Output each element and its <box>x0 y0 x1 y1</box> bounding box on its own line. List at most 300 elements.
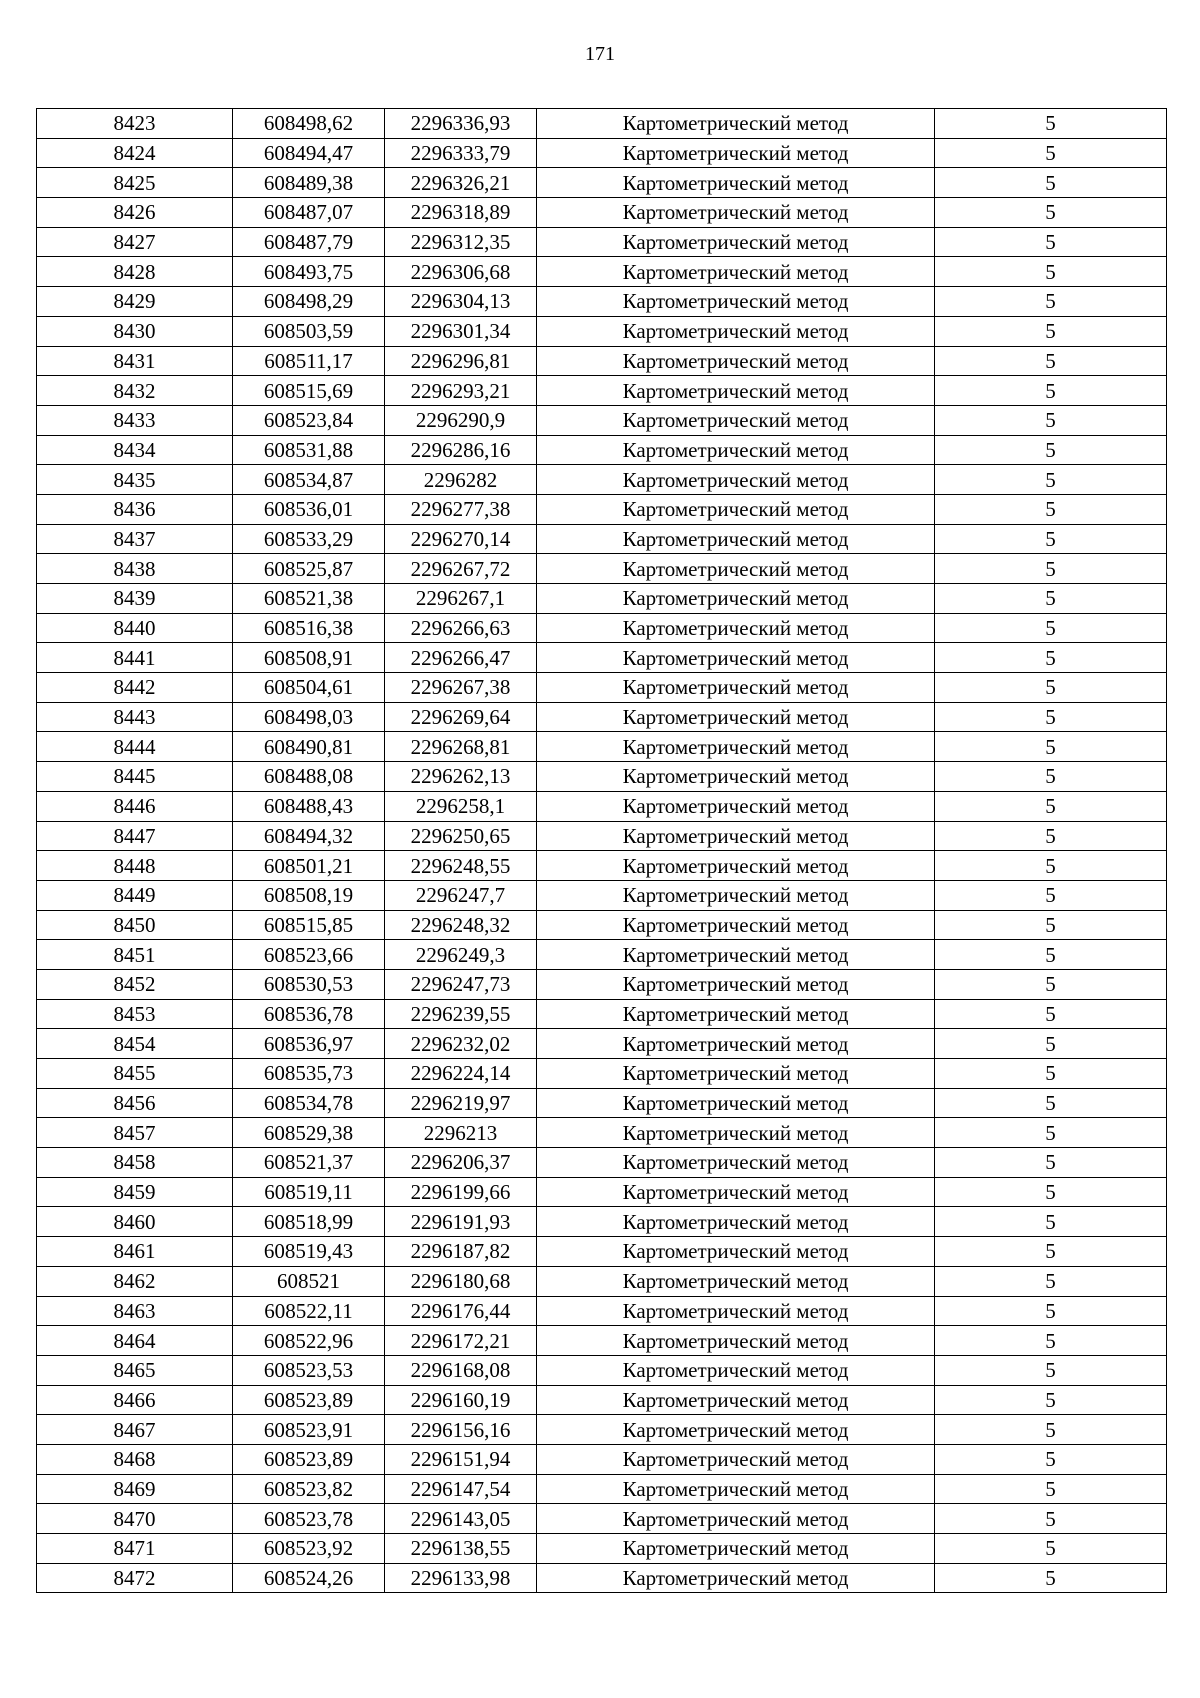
accuracy-cell: 5 <box>935 1029 1167 1059</box>
point-number-cell: 8433 <box>37 405 233 435</box>
x-coordinate-cell: 608498,62 <box>233 109 385 139</box>
accuracy-cell: 5 <box>935 1207 1167 1237</box>
x-coordinate-cell: 608536,01 <box>233 494 385 524</box>
method-cell: Картометрический метод <box>537 821 935 851</box>
table-row <box>37 732 1167 762</box>
x-coordinate-cell: 608498,29 <box>233 287 385 317</box>
y-coordinate-cell: 2296267,72 <box>385 554 537 584</box>
method-cell: Картометрический метод <box>537 376 935 406</box>
method-cell: Картометрический метод <box>537 940 935 970</box>
method-cell: Картометрический метод <box>537 732 935 762</box>
table-row <box>37 1415 1167 1445</box>
x-coordinate-cell: 608524,26 <box>233 1563 385 1593</box>
y-coordinate-cell: 2296143,05 <box>385 1504 537 1534</box>
y-coordinate-cell: 2296293,21 <box>385 376 537 406</box>
point-number-cell: 8436 <box>37 494 233 524</box>
accuracy-cell: 5 <box>935 524 1167 554</box>
method-cell: Картометрический метод <box>537 1326 935 1356</box>
point-number-cell: 8470 <box>37 1504 233 1534</box>
y-coordinate-cell: 2296250,65 <box>385 821 537 851</box>
x-coordinate-cell: 608518,99 <box>233 1207 385 1237</box>
table-body <box>37 109 1167 1593</box>
x-coordinate-cell: 608522,11 <box>233 1296 385 1326</box>
method-cell: Картометрический метод <box>537 613 935 643</box>
method-cell: Картометрический метод <box>537 287 935 317</box>
table-row <box>37 1444 1167 1474</box>
method-cell: Картометрический метод <box>537 109 935 139</box>
point-number-cell: 8431 <box>37 346 233 376</box>
method-cell: Картометрический метод <box>537 198 935 228</box>
accuracy-cell: 5 <box>935 851 1167 881</box>
y-coordinate-cell: 2296304,13 <box>385 287 537 317</box>
x-coordinate-cell: 608519,43 <box>233 1237 385 1267</box>
x-coordinate-cell: 608535,73 <box>233 1059 385 1089</box>
y-coordinate-cell: 2296270,14 <box>385 524 537 554</box>
method-cell: Картометрический метод <box>537 1355 935 1385</box>
point-number-cell: 8444 <box>37 732 233 762</box>
method-cell: Картометрический метод <box>537 494 935 524</box>
y-coordinate-cell: 2296333,79 <box>385 138 537 168</box>
table-row <box>37 762 1167 792</box>
y-coordinate-cell: 2296306,68 <box>385 257 537 287</box>
table-row <box>37 287 1167 317</box>
y-coordinate-cell: 2296286,16 <box>385 435 537 465</box>
table-row <box>37 643 1167 673</box>
table-row <box>37 1266 1167 1296</box>
y-coordinate-cell: 2296266,63 <box>385 613 537 643</box>
method-cell: Картометрический метод <box>537 465 935 495</box>
y-coordinate-cell: 2296301,34 <box>385 316 537 346</box>
point-number-cell: 8426 <box>37 198 233 228</box>
accuracy-cell: 5 <box>935 465 1167 495</box>
table-row <box>37 1059 1167 1089</box>
method-cell: Картометрический метод <box>537 138 935 168</box>
method-cell: Картометрический метод <box>537 1385 935 1415</box>
coordinates-table <box>36 108 1167 1593</box>
table-row <box>37 1029 1167 1059</box>
x-coordinate-cell: 608516,38 <box>233 613 385 643</box>
table-row <box>37 1326 1167 1356</box>
table-row <box>37 1296 1167 1326</box>
table-row <box>37 1118 1167 1148</box>
point-number-cell: 8448 <box>37 851 233 881</box>
point-number-cell: 8456 <box>37 1088 233 1118</box>
point-number-cell: 8429 <box>37 287 233 317</box>
table-row <box>37 821 1167 851</box>
y-coordinate-cell: 2296290,9 <box>385 405 537 435</box>
accuracy-cell: 5 <box>935 257 1167 287</box>
y-coordinate-cell: 2296160,19 <box>385 1385 537 1415</box>
point-number-cell: 8463 <box>37 1296 233 1326</box>
table-row <box>37 1237 1167 1267</box>
method-cell: Картометрический метод <box>537 643 935 673</box>
x-coordinate-cell: 608521,38 <box>233 584 385 614</box>
method-cell: Картометрический метод <box>537 969 935 999</box>
point-number-cell: 8450 <box>37 910 233 940</box>
table-row <box>37 257 1167 287</box>
point-number-cell: 8460 <box>37 1207 233 1237</box>
method-cell: Картометрический метод <box>537 257 935 287</box>
accuracy-cell: 5 <box>935 227 1167 257</box>
y-coordinate-cell: 2296138,55 <box>385 1534 537 1564</box>
y-coordinate-cell: 2296191,93 <box>385 1207 537 1237</box>
point-number-cell: 8443 <box>37 702 233 732</box>
table-row <box>37 702 1167 732</box>
y-coordinate-cell: 2296180,68 <box>385 1266 537 1296</box>
point-number-cell: 8440 <box>37 613 233 643</box>
table-row <box>37 1088 1167 1118</box>
table-row <box>37 109 1167 139</box>
method-cell: Картометрический метод <box>537 880 935 910</box>
y-coordinate-cell: 2296318,89 <box>385 198 537 228</box>
point-number-cell: 8465 <box>37 1355 233 1385</box>
accuracy-cell: 5 <box>935 1474 1167 1504</box>
point-number-cell: 8446 <box>37 791 233 821</box>
point-number-cell: 8428 <box>37 257 233 287</box>
y-coordinate-cell: 2296248,32 <box>385 910 537 940</box>
method-cell: Картометрический метод <box>537 1029 935 1059</box>
accuracy-cell: 5 <box>935 346 1167 376</box>
accuracy-cell: 5 <box>935 405 1167 435</box>
y-coordinate-cell: 2296247,7 <box>385 880 537 910</box>
y-coordinate-cell: 2296269,64 <box>385 702 537 732</box>
x-coordinate-cell: 608521 <box>233 1266 385 1296</box>
accuracy-cell: 5 <box>935 1059 1167 1089</box>
x-coordinate-cell: 608488,43 <box>233 791 385 821</box>
x-coordinate-cell: 608508,91 <box>233 643 385 673</box>
x-coordinate-cell: 608523,82 <box>233 1474 385 1504</box>
x-coordinate-cell: 608523,92 <box>233 1534 385 1564</box>
method-cell: Картометрический метод <box>537 1444 935 1474</box>
method-cell: Картометрический метод <box>537 227 935 257</box>
point-number-cell: 8469 <box>37 1474 233 1504</box>
x-coordinate-cell: 608533,29 <box>233 524 385 554</box>
x-coordinate-cell: 608519,11 <box>233 1177 385 1207</box>
accuracy-cell: 5 <box>935 1088 1167 1118</box>
y-coordinate-cell: 2296224,14 <box>385 1059 537 1089</box>
table-row <box>37 791 1167 821</box>
table-row <box>37 227 1167 257</box>
x-coordinate-cell: 608494,32 <box>233 821 385 851</box>
x-coordinate-cell: 608490,81 <box>233 732 385 762</box>
method-cell: Картометрический метод <box>537 346 935 376</box>
accuracy-cell: 5 <box>935 880 1167 910</box>
point-number-cell: 8468 <box>37 1444 233 1474</box>
method-cell: Картометрический метод <box>537 1296 935 1326</box>
y-coordinate-cell: 2296147,54 <box>385 1474 537 1504</box>
table-row <box>37 999 1167 1029</box>
accuracy-cell: 5 <box>935 554 1167 584</box>
method-cell: Картометрический метод <box>537 405 935 435</box>
x-coordinate-cell: 608530,53 <box>233 969 385 999</box>
y-coordinate-cell: 2296239,55 <box>385 999 537 1029</box>
table-row <box>37 198 1167 228</box>
point-number-cell: 8451 <box>37 940 233 970</box>
accuracy-cell: 5 <box>935 673 1167 703</box>
y-coordinate-cell: 2296296,81 <box>385 346 537 376</box>
x-coordinate-cell: 608522,96 <box>233 1326 385 1356</box>
accuracy-cell: 5 <box>935 940 1167 970</box>
method-cell: Картометрический метод <box>537 316 935 346</box>
y-coordinate-cell: 2296258,1 <box>385 791 537 821</box>
accuracy-cell: 5 <box>935 999 1167 1029</box>
method-cell: Картометрический метод <box>537 1207 935 1237</box>
accuracy-cell: 5 <box>935 1177 1167 1207</box>
y-coordinate-cell: 2296282 <box>385 465 537 495</box>
accuracy-cell: 5 <box>935 316 1167 346</box>
y-coordinate-cell: 2296336,93 <box>385 109 537 139</box>
point-number-cell: 8455 <box>37 1059 233 1089</box>
accuracy-cell: 5 <box>935 1534 1167 1564</box>
y-coordinate-cell: 2296326,21 <box>385 168 537 198</box>
table-row <box>37 1207 1167 1237</box>
method-cell: Картометрический метод <box>537 1118 935 1148</box>
point-number-cell: 8471 <box>37 1534 233 1564</box>
method-cell: Картометрический метод <box>537 1237 935 1267</box>
point-number-cell: 8462 <box>37 1266 233 1296</box>
x-coordinate-cell: 608511,17 <box>233 346 385 376</box>
accuracy-cell: 5 <box>935 198 1167 228</box>
method-cell: Картометрический метод <box>537 791 935 821</box>
table-row <box>37 168 1167 198</box>
point-number-cell: 8425 <box>37 168 233 198</box>
point-number-cell: 8424 <box>37 138 233 168</box>
y-coordinate-cell: 2296133,98 <box>385 1563 537 1593</box>
x-coordinate-cell: 608489,38 <box>233 168 385 198</box>
page-number: 171 <box>585 43 615 65</box>
y-coordinate-cell: 2296312,35 <box>385 227 537 257</box>
accuracy-cell: 5 <box>935 1504 1167 1534</box>
point-number-cell: 8464 <box>37 1326 233 1356</box>
y-coordinate-cell: 2296266,47 <box>385 643 537 673</box>
accuracy-cell: 5 <box>935 969 1167 999</box>
table-row <box>37 405 1167 435</box>
accuracy-cell: 5 <box>935 1148 1167 1178</box>
point-number-cell: 8467 <box>37 1415 233 1445</box>
x-coordinate-cell: 608534,78 <box>233 1088 385 1118</box>
table-row <box>37 1177 1167 1207</box>
point-number-cell: 8454 <box>37 1029 233 1059</box>
method-cell: Картометрический метод <box>537 1088 935 1118</box>
point-number-cell: 8442 <box>37 673 233 703</box>
point-number-cell: 8453 <box>37 999 233 1029</box>
method-cell: Картометрический метод <box>537 1059 935 1089</box>
table-row <box>37 880 1167 910</box>
x-coordinate-cell: 608523,78 <box>233 1504 385 1534</box>
x-coordinate-cell: 608504,61 <box>233 673 385 703</box>
accuracy-cell: 5 <box>935 435 1167 465</box>
accuracy-cell: 5 <box>935 1415 1167 1445</box>
accuracy-cell: 5 <box>935 376 1167 406</box>
y-coordinate-cell: 2296199,66 <box>385 1177 537 1207</box>
accuracy-cell: 5 <box>935 1563 1167 1593</box>
x-coordinate-cell: 608515,69 <box>233 376 385 406</box>
table-row <box>37 524 1167 554</box>
y-coordinate-cell: 2296232,02 <box>385 1029 537 1059</box>
point-number-cell: 8427 <box>37 227 233 257</box>
x-coordinate-cell: 608487,07 <box>233 198 385 228</box>
y-coordinate-cell: 2296262,13 <box>385 762 537 792</box>
method-cell: Картометрический метод <box>537 1534 935 1564</box>
method-cell: Картометрический метод <box>537 851 935 881</box>
accuracy-cell: 5 <box>935 643 1167 673</box>
method-cell: Картометрический метод <box>537 999 935 1029</box>
x-coordinate-cell: 608529,38 <box>233 1118 385 1148</box>
accuracy-cell: 5 <box>935 821 1167 851</box>
method-cell: Картометрический метод <box>537 702 935 732</box>
accuracy-cell: 5 <box>935 732 1167 762</box>
point-number-cell: 8434 <box>37 435 233 465</box>
y-coordinate-cell: 2296268,81 <box>385 732 537 762</box>
y-coordinate-cell: 2296248,55 <box>385 851 537 881</box>
accuracy-cell: 5 <box>935 762 1167 792</box>
point-number-cell: 8459 <box>37 1177 233 1207</box>
method-cell: Картометрический метод <box>537 762 935 792</box>
accuracy-cell: 5 <box>935 791 1167 821</box>
table-row <box>37 1148 1167 1178</box>
point-number-cell: 8466 <box>37 1385 233 1415</box>
point-number-cell: 8435 <box>37 465 233 495</box>
y-coordinate-cell: 2296277,38 <box>385 494 537 524</box>
table-row <box>37 346 1167 376</box>
point-number-cell: 8423 <box>37 109 233 139</box>
method-cell: Картометрический метод <box>537 1148 935 1178</box>
y-coordinate-cell: 2296267,1 <box>385 584 537 614</box>
x-coordinate-cell: 608487,79 <box>233 227 385 257</box>
x-coordinate-cell: 608493,75 <box>233 257 385 287</box>
accuracy-cell: 5 <box>935 1266 1167 1296</box>
table-row <box>37 316 1167 346</box>
method-cell: Картометрический метод <box>537 1504 935 1534</box>
point-number-cell: 8472 <box>37 1563 233 1593</box>
y-coordinate-cell: 2296267,38 <box>385 673 537 703</box>
accuracy-cell: 5 <box>935 1326 1167 1356</box>
x-coordinate-cell: 608498,03 <box>233 702 385 732</box>
table-row <box>37 1474 1167 1504</box>
method-cell: Картометрический метод <box>537 554 935 584</box>
point-number-cell: 8430 <box>37 316 233 346</box>
accuracy-cell: 5 <box>935 168 1167 198</box>
point-number-cell: 8432 <box>37 376 233 406</box>
table-row <box>37 940 1167 970</box>
x-coordinate-cell: 608488,08 <box>233 762 385 792</box>
accuracy-cell: 5 <box>935 1444 1167 1474</box>
method-cell: Картометрический метод <box>537 673 935 703</box>
y-coordinate-cell: 2296172,21 <box>385 1326 537 1356</box>
table-row <box>37 584 1167 614</box>
accuracy-cell: 5 <box>935 287 1167 317</box>
point-number-cell: 8441 <box>37 643 233 673</box>
point-number-cell: 8449 <box>37 880 233 910</box>
accuracy-cell: 5 <box>935 613 1167 643</box>
table-row <box>37 1534 1167 1564</box>
accuracy-cell: 5 <box>935 1237 1167 1267</box>
point-number-cell: 8439 <box>37 584 233 614</box>
x-coordinate-cell: 608523,84 <box>233 405 385 435</box>
method-cell: Картометрический метод <box>537 524 935 554</box>
x-coordinate-cell: 608503,59 <box>233 316 385 346</box>
y-coordinate-cell: 2296219,97 <box>385 1088 537 1118</box>
table-row <box>37 1385 1167 1415</box>
x-coordinate-cell: 608501,21 <box>233 851 385 881</box>
table-row <box>37 673 1167 703</box>
table-row <box>37 969 1167 999</box>
point-number-cell: 8461 <box>37 1237 233 1267</box>
y-coordinate-cell: 2296187,82 <box>385 1237 537 1267</box>
method-cell: Картометрический метод <box>537 1177 935 1207</box>
point-number-cell: 8445 <box>37 762 233 792</box>
table-row <box>37 1563 1167 1593</box>
accuracy-cell: 5 <box>935 138 1167 168</box>
x-coordinate-cell: 608534,87 <box>233 465 385 495</box>
accuracy-cell: 5 <box>935 1385 1167 1415</box>
method-cell: Картометрический метод <box>537 584 935 614</box>
y-coordinate-cell: 2296247,73 <box>385 969 537 999</box>
x-coordinate-cell: 608531,88 <box>233 435 385 465</box>
y-coordinate-cell: 2296213 <box>385 1118 537 1148</box>
table-row <box>37 851 1167 881</box>
method-cell: Картометрический метод <box>537 1563 935 1593</box>
method-cell: Картометрический метод <box>537 910 935 940</box>
table-row <box>37 376 1167 406</box>
x-coordinate-cell: 608523,89 <box>233 1444 385 1474</box>
point-number-cell: 8437 <box>37 524 233 554</box>
method-cell: Картометрический метод <box>537 1415 935 1445</box>
point-number-cell: 8457 <box>37 1118 233 1148</box>
y-coordinate-cell: 2296168,08 <box>385 1355 537 1385</box>
table-row <box>37 138 1167 168</box>
accuracy-cell: 5 <box>935 494 1167 524</box>
table-row <box>37 613 1167 643</box>
y-coordinate-cell: 2296156,16 <box>385 1415 537 1445</box>
accuracy-cell: 5 <box>935 910 1167 940</box>
method-cell: Картометрический метод <box>537 1474 935 1504</box>
point-number-cell: 8438 <box>37 554 233 584</box>
x-coordinate-cell: 608525,87 <box>233 554 385 584</box>
method-cell: Картометрический метод <box>537 1266 935 1296</box>
point-number-cell: 8458 <box>37 1148 233 1178</box>
accuracy-cell: 5 <box>935 1296 1167 1326</box>
x-coordinate-cell: 608494,47 <box>233 138 385 168</box>
x-coordinate-cell: 608521,37 <box>233 1148 385 1178</box>
accuracy-cell: 5 <box>935 1355 1167 1385</box>
table-row <box>37 910 1167 940</box>
x-coordinate-cell: 608536,97 <box>233 1029 385 1059</box>
y-coordinate-cell: 2296176,44 <box>385 1296 537 1326</box>
method-cell: Картометрический метод <box>537 435 935 465</box>
table-row <box>37 1504 1167 1534</box>
x-coordinate-cell: 608536,78 <box>233 999 385 1029</box>
x-coordinate-cell: 608523,66 <box>233 940 385 970</box>
table-row <box>37 554 1167 584</box>
accuracy-cell: 5 <box>935 584 1167 614</box>
accuracy-cell: 5 <box>935 702 1167 732</box>
x-coordinate-cell: 608523,89 <box>233 1385 385 1415</box>
y-coordinate-cell: 2296151,94 <box>385 1444 537 1474</box>
accuracy-cell: 5 <box>935 109 1167 139</box>
y-coordinate-cell: 2296249,3 <box>385 940 537 970</box>
table-row <box>37 1355 1167 1385</box>
x-coordinate-cell: 608523,53 <box>233 1355 385 1385</box>
method-cell: Картометрический метод <box>537 168 935 198</box>
table-row <box>37 494 1167 524</box>
accuracy-cell: 5 <box>935 1118 1167 1148</box>
x-coordinate-cell: 608515,85 <box>233 910 385 940</box>
x-coordinate-cell: 608508,19 <box>233 880 385 910</box>
point-number-cell: 8452 <box>37 969 233 999</box>
table-row <box>37 435 1167 465</box>
x-coordinate-cell: 608523,91 <box>233 1415 385 1445</box>
